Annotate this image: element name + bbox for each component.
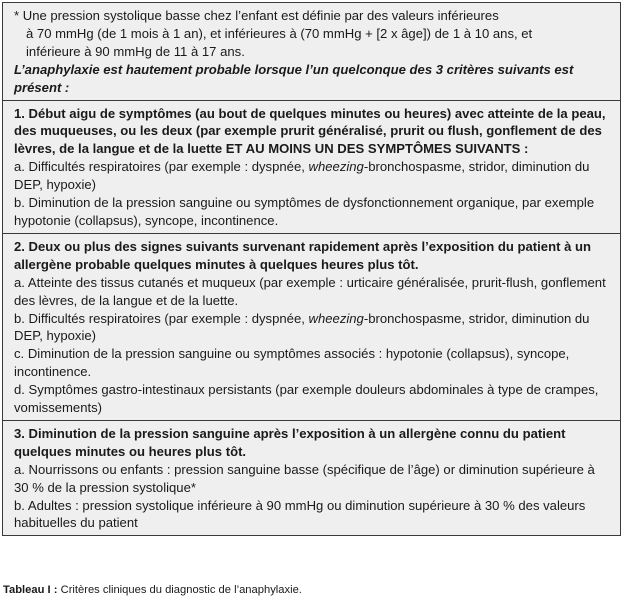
criterion-1-item-b: b. Diminution de la pression sanguine ou symptômes de dysfonctionnement organique, par exemple hypotonie (collapsus), syncope, incontinence. bbox=[14, 195, 595, 228]
criterion-1-item-a: a. Difficultés respiratoires (par exemple : dyspnée, wheezing-bronchospasme, stridor, diminution du DEP, hypoxie) bbox=[14, 159, 590, 193]
footnote-line-2: à 70 mmHg (de 1 mois à 1 an), et inférieures à (70 mmHg + [2 x âge]) de 1 à 10 ans, et bbox=[26, 25, 533, 41]
criterion-1-cell bbox=[3, 100, 620, 233]
criteria-table bbox=[2, 2, 621, 536]
criterion-2-item-c: c. Diminution de la pression sanguine ou symptômes associés : hypotonie (collapsus), syncope, incontinence. bbox=[14, 346, 570, 380]
criterion-1-heading: 1. Début aigu de symptômes (au bout de quelques minutes ou heures) avec atteinte de la peau, des muqueuses, ou les deux (par exemple prurit généralisé, prurit ou flush, gonflement de des lèvres, de la langue et de la luette ET AU MOINS UN DES SYMPTÔMES SUIVANTS : bbox=[14, 105, 606, 157]
criterion-2-item-b: b. Difficultés respiratoires (par exemple : dyspnée, wheezing-bronchospasme, stridor, diminution du DEP, hypoxie) bbox=[14, 310, 590, 344]
footnote-line-1: * Une pression systolique basse chez l’enfant est définie par des valeurs inférieures bbox=[14, 8, 499, 23]
intro-statement-line-2: présent : bbox=[14, 79, 70, 95]
caption-label: Tableau I : bbox=[3, 584, 58, 596]
intro-statement-line-1: L’anaphylaxie est hautement probable lorsque l’un quelconque des 3 critères suivants est bbox=[14, 61, 574, 77]
criterion-2-item-a: a. Atteinte des tissus cutanés et muqueux (par exemple : urticaire généralisée, prurit-flush, gonflement des lèvres, de la langue et de la luette. bbox=[14, 274, 606, 308]
criterion-3-item-b: b. Adultes : pression systolique inférieure à 90 mmHg ou diminution supérieure à 30 % des valeurs habituelles du patient bbox=[14, 497, 586, 531]
intro-cell bbox=[3, 3, 620, 100]
footnote-line-3: inférieure à 90 mmHg de 11 à 17 ans. bbox=[26, 43, 245, 59]
table-caption bbox=[3, 583, 302, 597]
criterion-3-heading: 3. Diminution de la pression sanguine après l’exposition à un allergène connu du patient quelques minutes ou heures plus tôt. bbox=[14, 425, 566, 459]
criterion-2-cell bbox=[3, 233, 620, 420]
criterion-3-item-a: a. Nourrissons ou enfants : pression sanguine basse (spécifique de l’âge) or diminution supérieure à 30 % de la pression systolique* bbox=[14, 461, 595, 495]
criterion-2-heading: 2. Deux ou plus des signes suivants survenant rapidement après l’exposition du patient à un allergène probable quelques minutes à quelques heures plus tôt. bbox=[14, 238, 591, 272]
caption-text: Critères cliniques du diagnostic de l’anaphylaxie. bbox=[57, 584, 302, 596]
criterion-2-item-d: d. Symptômes gastro-intestinaux persistants (par exemple douleurs abdominales à type de crampes, vomissements) bbox=[14, 382, 599, 416]
criterion-3-cell bbox=[3, 420, 620, 535]
